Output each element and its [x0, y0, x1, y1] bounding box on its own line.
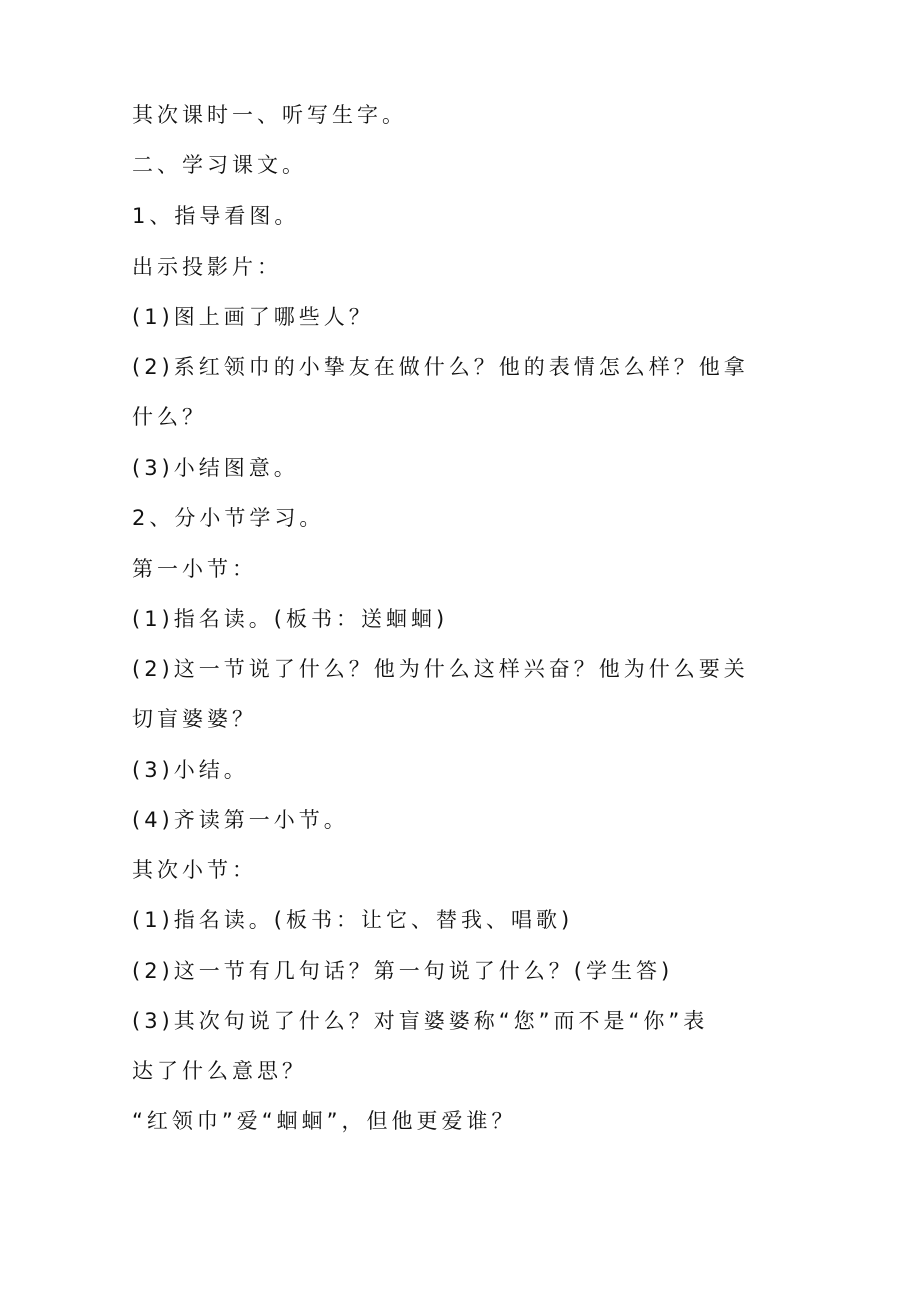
text-line: 其次小节：	[132, 858, 257, 882]
text-line: 达了什么意思？	[132, 1059, 307, 1083]
text-line: (3)小结。	[132, 758, 249, 782]
text-line: (4)齐读第一小节。	[132, 808, 349, 832]
text-line: 二、学习课文。	[132, 153, 307, 177]
text-line: 什么？	[132, 405, 207, 429]
text-line: 其次课时一、听写生字。	[132, 103, 407, 127]
text-line: (3)其次句说了什么？对盲婆婆称“您”而不是“你”表	[132, 1009, 709, 1033]
text-line: (1)指名读。(板书：让它、替我、唱歌)	[132, 908, 574, 932]
text-line: 出示投影片：	[132, 255, 282, 279]
text-line: 切盲婆婆？	[132, 707, 257, 731]
text-line: (2)这一节有几句话？第一句说了什么？(学生答)	[132, 959, 674, 983]
text-line: (2)系红领巾的小挚友在做什么？他的表情怎么样？他拿	[132, 355, 749, 379]
text-line: 2、分小节学习。	[132, 506, 325, 530]
text-line: 第一小节：	[132, 557, 257, 581]
text-line: (3)小结图意。	[132, 456, 299, 480]
text-line: (2)这一节说了什么？他为什么这样兴奋？他为什么要关	[132, 657, 749, 681]
text-line: “红领巾”爱“蛔蛔”，但他更爱谁？	[132, 1109, 517, 1133]
text-line: 1、指导看图。	[132, 204, 300, 228]
text-line: (1)图上画了哪些人？	[132, 305, 374, 329]
text-line: (1)指名读。(板书：送蛔蛔)	[132, 607, 449, 631]
